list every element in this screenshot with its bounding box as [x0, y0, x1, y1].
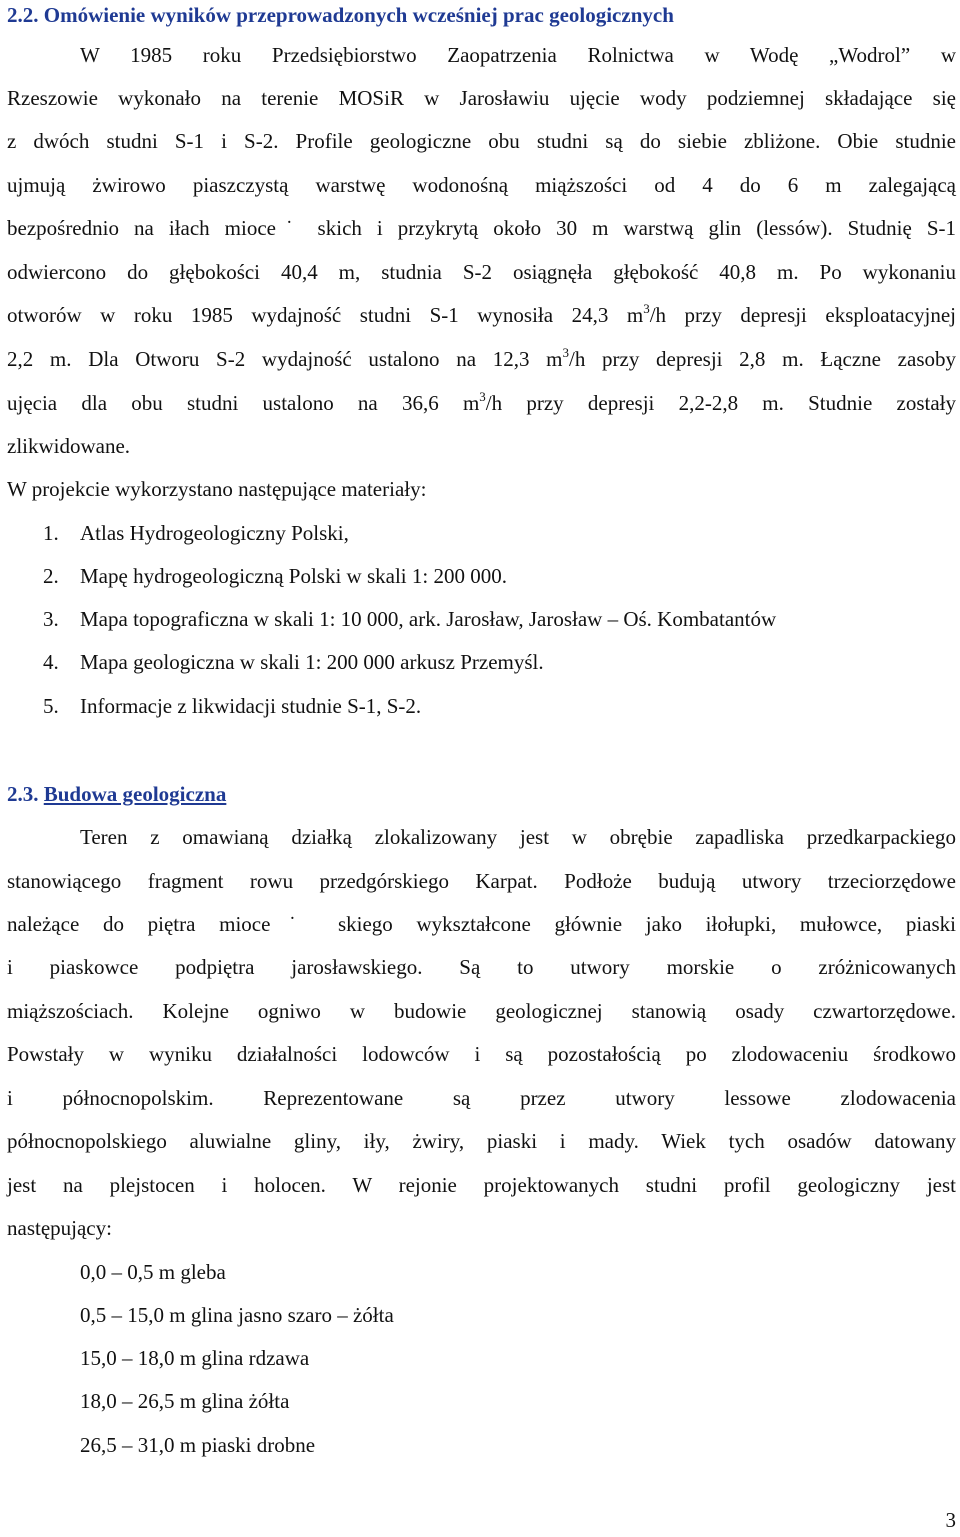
list-item: 3. Mapa topograficzna w skali 1: 10 000, ark. Jarosław, Jarosław – Oś. Kombatantów: [43, 607, 777, 631]
profile-layer: 0,0 – 0,5 m gleba: [80, 1260, 226, 1284]
paragraph-line: bezpośrednio na iłach mioce˙ skich i przykrytą około 30 m warstwą glin (lessów). Studnię S-1: [7, 216, 956, 240]
paragraph-line: 2,2 m. Dla Otworu S-2 wydajność ustalono na 12,3 $m^3/h$ przy depresji 2,8 m. Łączne zasoby: [7, 345, 956, 371]
list-item: 4. Mapa geologiczna w skali 1: 200 000 arkusz Przemyśl.: [43, 650, 544, 674]
list-item: 5. Informacje z likwidacji studnie S-1, S-2.: [43, 694, 422, 718]
paragraph-line: i północnopolskim. Reprezentowane są przez utwory lessowe zlodowacenia: [7, 1086, 956, 1110]
paragraph-line: Powstały w wyniku działalności lodowców i są pozostałością po zlodowaceniu środkowo: [7, 1042, 956, 1066]
paragraph-line: i piaskowce podpiętra jarosławskiego. Są to utwory morskie o zróżnicowanych: [7, 955, 956, 979]
profile-layer: 26,5 – 31,0 m piaski drobne: [80, 1433, 316, 1457]
paragraph-line: Rzeszowie wykonało na terenie MOSiR w Jarosławiu ujęcie wody podziemnej składające się: [7, 86, 956, 110]
paragraph-line: ujmują żwirowo piaszczystą warstwę wodonośną miąższości od 4 do 6 m zalegającą: [7, 173, 956, 197]
paragraph-line: z dwóch studni S-1 i S-2. Profile geologiczne obu studni są do siebie zbliżone. Obie studnie: [7, 129, 956, 153]
paragraph-line: miąższościach. Kolejne ogniwo w budowie geologicznej stanowią osady czwartorzędowe.: [7, 999, 956, 1023]
profile-layer: 0,5 – 15,0 m glina jasno szaro – żółta: [80, 1303, 394, 1327]
paragraph-line: ujęcia dla obu studni ustalono na 36,6 $m^3/h$ przy depresji 2,2-2,8 m. Studnie zostały: [7, 389, 956, 415]
page-number: 3: [945, 1508, 956, 1532]
paragraph-line: otworów w roku 1985 wydajność studni S-1 wynosiła 24,3 $m^3/h$ przy depresji eksploatacyjnej: [7, 301, 956, 327]
paragraph-line: następujący:: [7, 1216, 112, 1240]
paragraph-line: jest na plejstocen i holocen. W rejonie projektowanych studni profil geologiczny jest: [7, 1173, 956, 1197]
paragraph-line: stanowiącego fragment rowu przedgórskiego Karpat. Podłoże budują utwory trzeciorzędowe: [7, 869, 956, 893]
section-2-3-heading: 2.3. Budowa geologiczna: [7, 782, 227, 806]
list-item: 2. Mapę hydrogeologiczną Polski w skali 1: 200 000.: [43, 564, 507, 588]
section-2-2-heading: 2.2. Omówienie wyników przeprowadzonych wcześniej prac geologicznych: [7, 3, 674, 27]
paragraph-line: Teren z omawianą działką zlokalizowany jest w obrębie zapadliska przedkarpackiego: [80, 825, 956, 849]
list-item: 1. Atlas Hydrogeologiczny Polski,: [43, 521, 349, 545]
paragraph-line: należące do piętra mioce˙ skiego wykształcone głównie jako iłołupki, mułowce, piaski: [7, 912, 956, 936]
paragraph-line: północnopolskiego aluwialne gliny, iły, żwiry, piaski i mady. Wiek tych osadów datowany: [7, 1129, 956, 1153]
paragraph-line: odwiercono do głębokości 40,4 m, studnia S-2 osiągnęła głębokość 40,8 m. Po wykonaniu: [7, 260, 956, 284]
paragraph-line: zlikwidowane.: [7, 434, 131, 458]
profile-layer: 15,0 – 18,0 m glina rdzawa: [80, 1346, 310, 1370]
paragraph-line: W 1985 roku Przedsiębiorstwo Zaopatrzenia Rolnictwa w Wodę „Wodrol” w: [80, 43, 956, 67]
materials-intro: W projekcie wykorzystano następujące materiały:: [7, 477, 427, 501]
profile-layer: 18,0 – 26,5 m glina żółta: [80, 1389, 290, 1413]
